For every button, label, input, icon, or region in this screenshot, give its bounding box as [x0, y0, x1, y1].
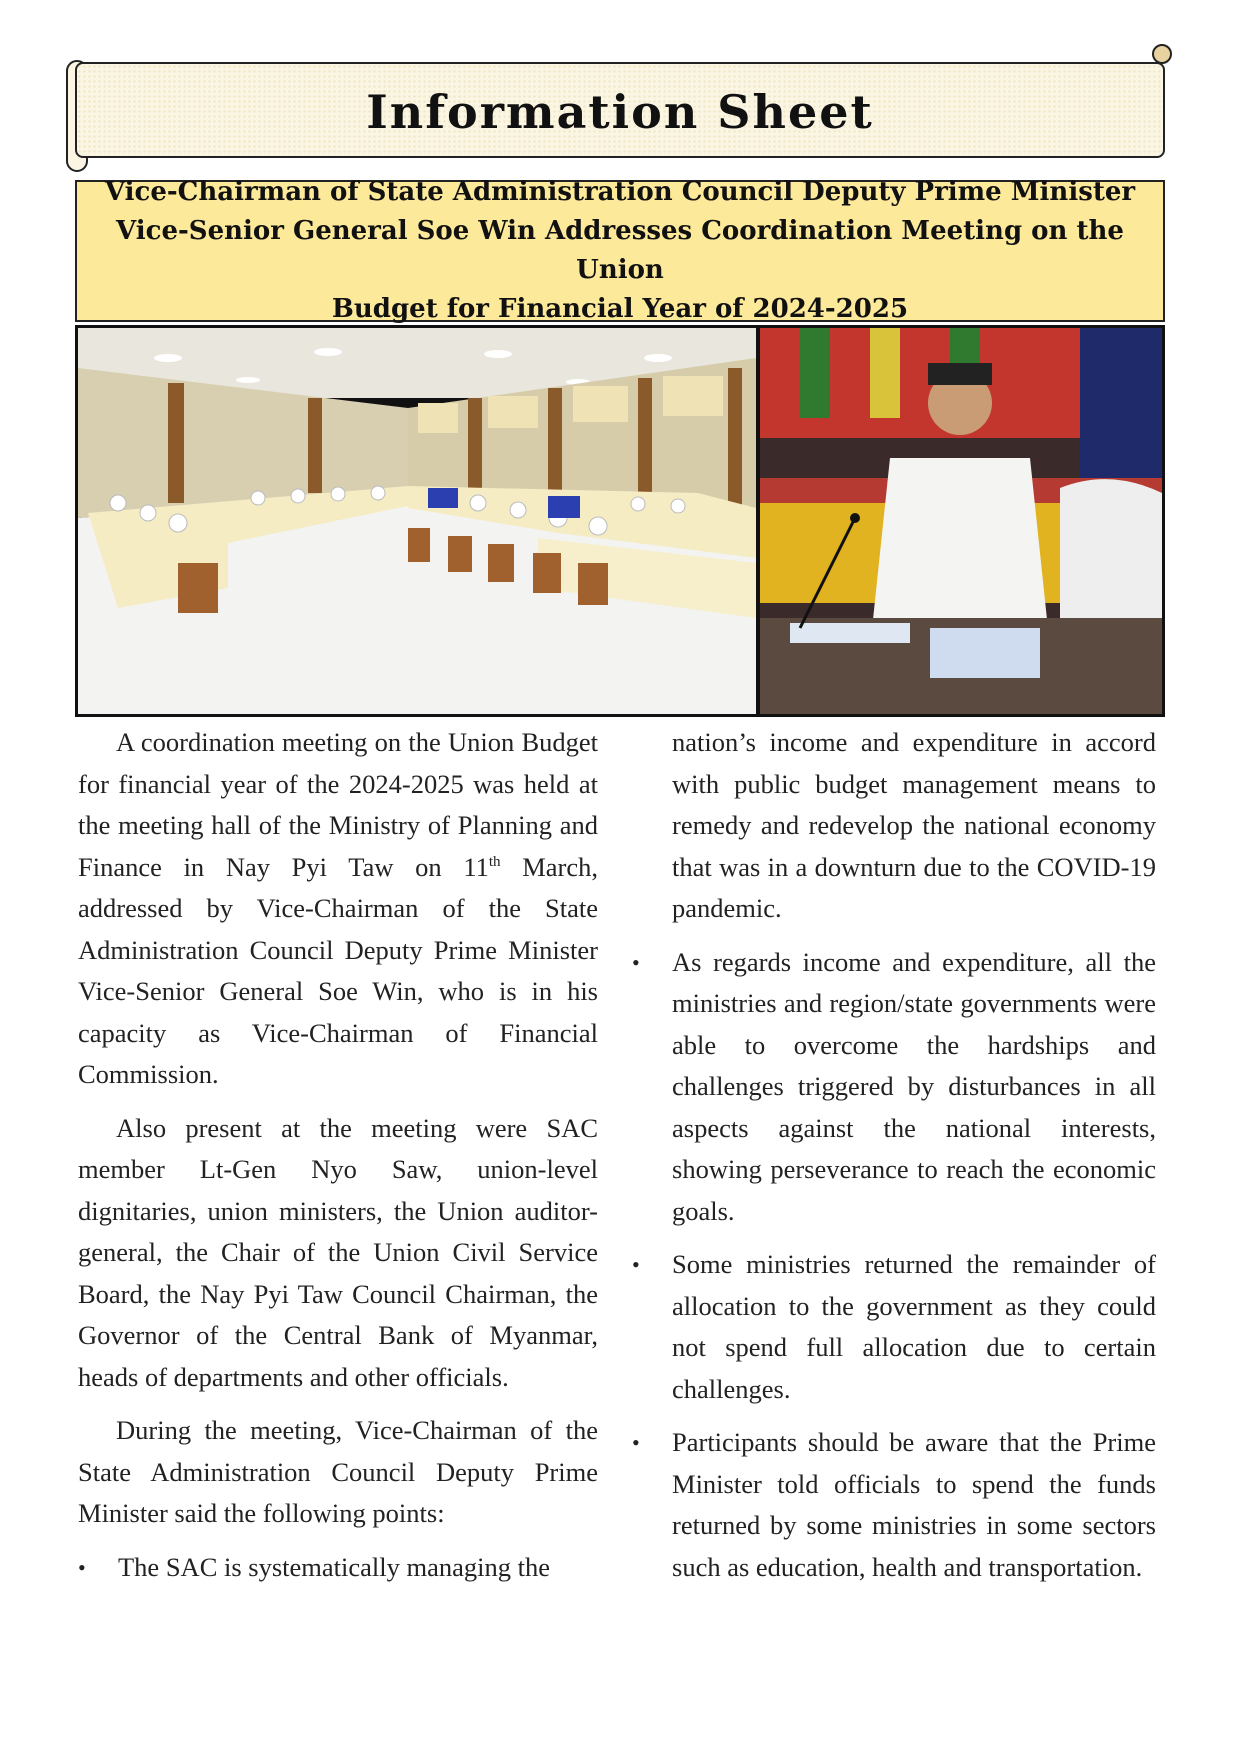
- bullet-text: The SAC is systematically managing the: [118, 1551, 551, 1582]
- bullet-item: [632, 1244, 1156, 1410]
- scroll-curl-right: [1152, 44, 1172, 64]
- photo-frame: [75, 325, 1165, 717]
- bullet-item: [632, 942, 1156, 1233]
- bullet-icon: •: [632, 1430, 640, 1455]
- speaker-at-podium-photo: [760, 328, 1162, 714]
- bullet-text: Participants should be aware that the Prime Minister told officials to spend the funds returned by some ministries in some sectors such as education, health and transportation.: [672, 1427, 1156, 1582]
- right-text-column: [632, 722, 1156, 1600]
- bullet-icon: •: [78, 1554, 86, 1580]
- bullet-text: Some ministries returned the remainder of allocation to the government as they could not spend full allocation due to certain challenges.: [672, 1249, 1156, 1404]
- title-banner: [75, 62, 1165, 158]
- headline-line: Vice-Senior General Soe Win Addresses Coordination Meeting on the Union: [116, 216, 1124, 285]
- page-title: Information Sheet: [366, 85, 874, 139]
- left-text-column: [78, 722, 598, 1600]
- paragraph-points-intro: During the meeting, Vice-Chairman of the State Administration Council Deputy Prime Minister said the following points:: [78, 1415, 598, 1528]
- bullet-item: [632, 1422, 1156, 1588]
- ordinal-suffix: th: [488, 853, 501, 870]
- paragraph-text: A coordination meeting on the Union Budget for financial year of the 2024-2025 was held at the meeting hall of the Ministry of Planning and Finance in Nay Pyi Taw on 11: [78, 727, 598, 882]
- headline-line: Budget for Financial Year of 2024-2025: [331, 294, 909, 324]
- paragraph-attendees: Also present at the meeting were SAC member Lt-Gen Nyo Saw, union-level dignitaries, union ministers, the Union auditor-general, the Chair of the Union Civil Service Board, the Nay Pyi Taw Council Chairman, the Governor of the Central Bank of Myanmar, heads of departments and other officials.: [78, 1112, 598, 1392]
- meeting-hall-photo: [78, 328, 756, 714]
- bullet-icon: •: [632, 949, 640, 975]
- bullet-text: As regards income and expenditure, all the ministries and region/state governments were able to overcome the hardships and challenges triggered by disturbances in all aspects against the national interests, showing perseverance to reach the economic goals.: [672, 946, 1156, 1226]
- headline-box: [75, 177, 1165, 324]
- bullet-icon: •: [632, 1252, 640, 1277]
- paragraph-intro: [78, 722, 598, 1096]
- paragraph-text: March, addressed by Vice-Chairman of the State Administration Council Deputy Prime Minister Vice-Senior General Soe Win, who is in his capacity as Vice-Chairman of Financial Commission.: [78, 851, 598, 1089]
- bullet-continuation: nation’s income and expenditure in accord with public budget management means to remedy and redevelop the national economy that was in a downturn due to the COVID-19 pandemic.: [672, 727, 1156, 923]
- headline-line: Vice-Chairman of State Administration Council Deputy Prime Minister: [104, 177, 1136, 207]
- bullet-item: [78, 1547, 598, 1589]
